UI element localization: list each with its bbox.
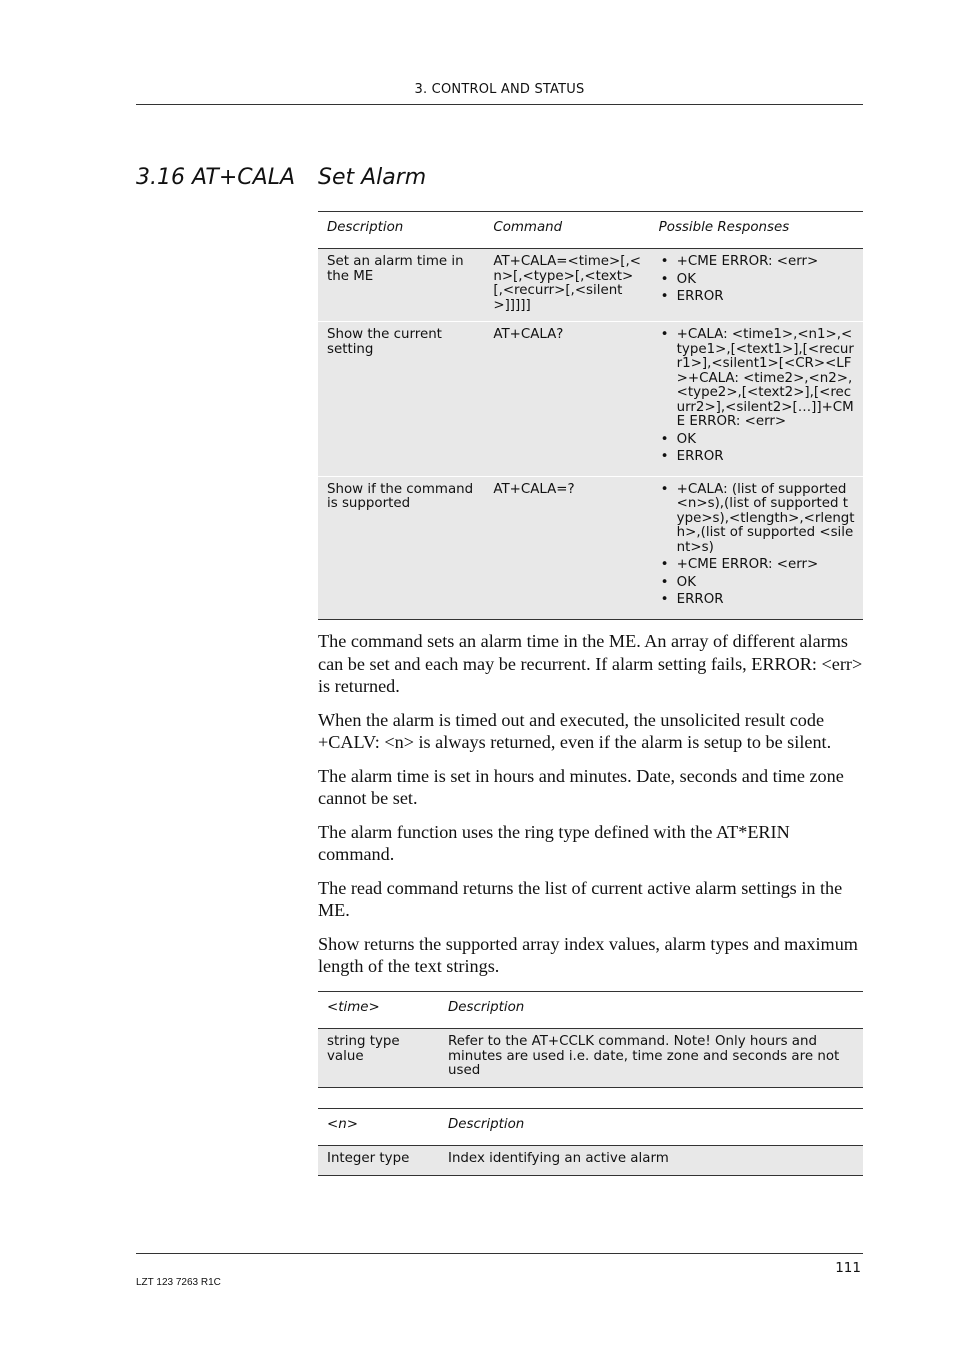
paragraph: When the alarm is timed out and executed, the unsolicited result code +CALV: <n> is always returned, even if the alarm is setup to be silent.	[318, 709, 832, 752]
column-header-responses: Possible Responses	[650, 212, 863, 249]
table-header-row	[318, 992, 863, 1029]
command-table	[318, 211, 863, 620]
row-responses	[650, 249, 863, 322]
column-header-parameter: <n>	[318, 1109, 439, 1146]
response-item: • +CALA: <time1>,<n1>,<type1>,[<text1>],[<recurr1>],<silent1>[<CR><LF>+CALA: <time2>,<n2>,<type2>,[<text2>],[<recurr2>],<silent2>[…]]+CME ERROR: <err>	[659, 328, 855, 430]
parameter-value: string type value	[318, 1029, 439, 1088]
response-item: • ERROR	[659, 593, 855, 608]
time-parameter-table	[318, 991, 863, 1088]
paragraph: Show returns the supported array index values, alarm types and maximum length of the text strings.	[318, 933, 858, 976]
running-header: 3. CONTROL AND STATUS	[414, 82, 585, 97]
row-command: AT+CALA?	[484, 322, 649, 477]
table-row	[318, 249, 863, 322]
paragraph: The command sets an alarm time in the ME. An array of different alarms can be set and each may be recurrent. If alarm setting fails, ERROR: <err> is returned.	[318, 631, 863, 696]
column-header-command: Command	[484, 212, 649, 249]
n-parameter-table	[318, 1108, 863, 1176]
body-text	[318, 630, 866, 989]
row-description: Set an alarm time in the ME	[318, 249, 484, 322]
table-header-row	[318, 212, 863, 249]
header-rule	[136, 104, 863, 105]
document-id: LZT 123 7263 R1C	[136, 1277, 221, 1288]
section-number: 3.16 AT+CALA	[136, 165, 296, 190]
column-header-parameter: <time>	[318, 992, 439, 1029]
row-responses	[650, 476, 863, 619]
table-row	[318, 476, 863, 619]
response-item: • OK	[659, 433, 855, 448]
page-number: 111	[835, 1260, 861, 1276]
parameter-value: Integer type	[318, 1146, 439, 1176]
table-row	[318, 1029, 863, 1088]
paragraph: The alarm function uses the ring type defined with the AT*ERIN command.	[318, 821, 790, 864]
response-item: • ERROR	[659, 290, 855, 305]
response-item: • +CME ERROR: <err>	[659, 255, 855, 270]
table-row	[318, 1146, 863, 1176]
row-description: Show the current setting	[318, 322, 484, 477]
column-header-description: Description	[318, 212, 484, 249]
row-command: AT+CALA=<time>[,<n>[,<type>[,<text>[,<recurr>[,<silent>]]]]]	[484, 249, 649, 322]
response-item: • OK	[659, 576, 855, 591]
row-command: AT+CALA=?	[484, 476, 649, 619]
response-item: • +CALA: (list of supported <n>s),(list of supported type>s),<tlength>,<rlength>,(list of supported <silent>s)	[659, 483, 855, 556]
row-description: Show if the command is supported	[318, 476, 484, 619]
response-item: • +CME ERROR: <err>	[659, 558, 855, 573]
column-header-description: Description	[439, 1109, 863, 1146]
table-row	[318, 322, 863, 477]
section-name: Set Alarm	[318, 165, 427, 190]
footer-rule	[136, 1253, 863, 1254]
table-header-row	[318, 1109, 863, 1146]
column-header-description: Description	[439, 992, 863, 1029]
parameter-description: Refer to the AT+CCLK command. Note! Only hours and minutes are used i.e. date, time zone and seconds are not used	[439, 1029, 863, 1088]
response-item: • ERROR	[659, 450, 855, 465]
response-item: • OK	[659, 273, 855, 288]
parameter-description: Index identifying an active alarm	[439, 1146, 863, 1176]
paragraph: The alarm time is set in hours and minutes. Date, seconds and time zone cannot be set.	[318, 765, 844, 808]
paragraph: The read command returns the list of current active alarm settings in the ME.	[318, 877, 843, 920]
row-responses	[650, 322, 863, 477]
section-title	[136, 165, 426, 190]
